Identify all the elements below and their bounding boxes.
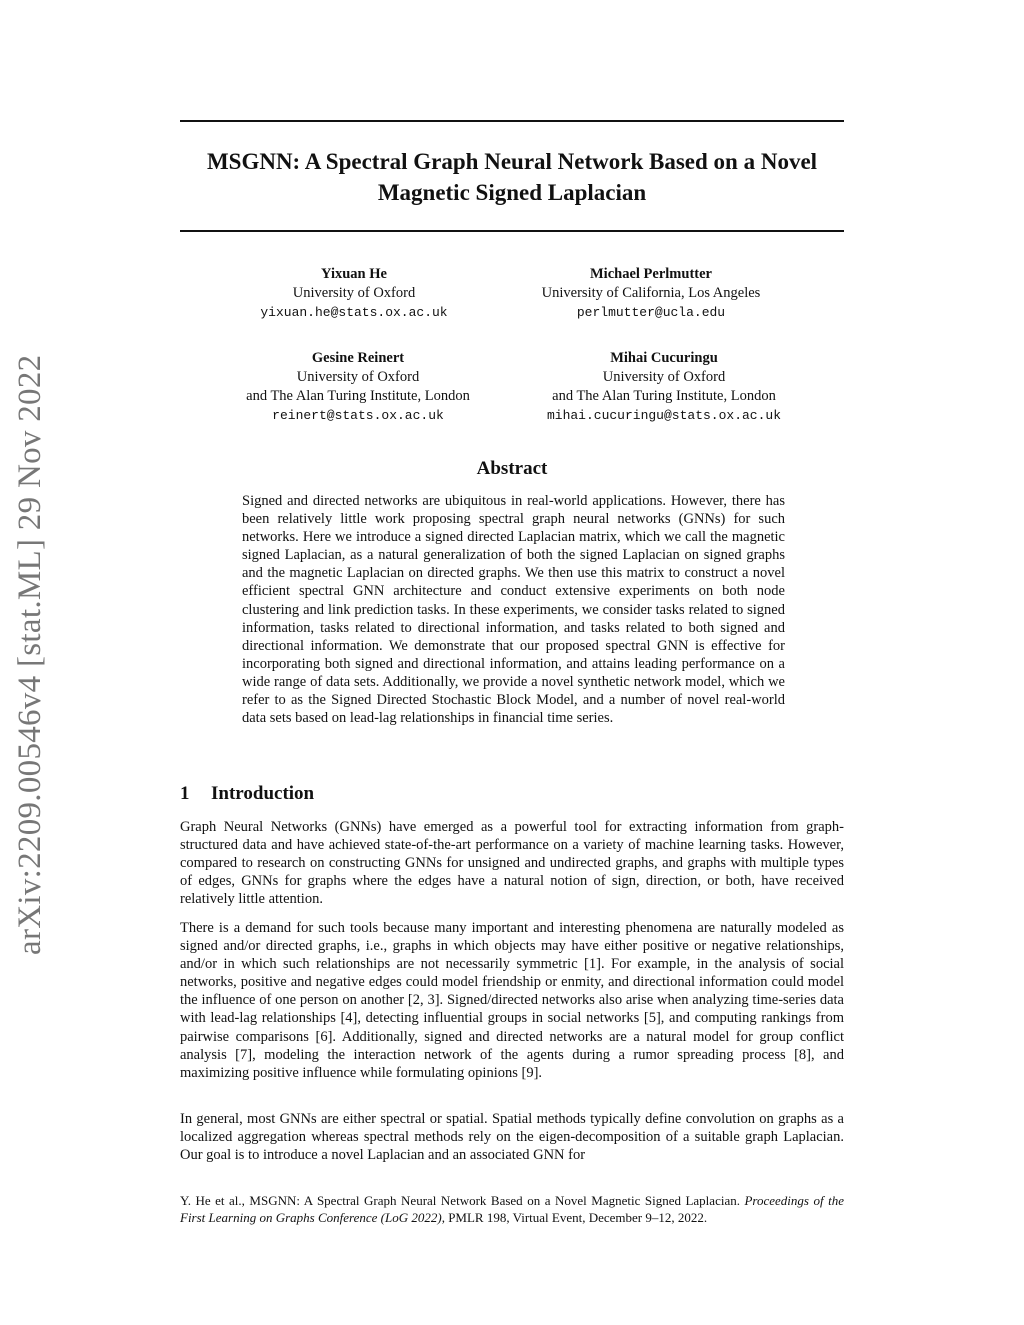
arxiv-identifier: arXiv:2209.00546v4 [stat.ML] 29 Nov 2022 (12, 354, 48, 955)
title-rule-top (180, 120, 844, 122)
section-number: 1 (180, 783, 190, 804)
author-affiliation: University of Oxford (296, 369, 420, 385)
author-affiliation-secondary: and The Alan Turing Institute, London (246, 388, 470, 404)
author-email: perlmutter@ucla.edu (576, 305, 726, 320)
author-email: mihai.cucuringu@stats.ox.ac.uk (546, 408, 782, 423)
title-line-1: MSGNN: A Spectral Graph Neural Network Based on a Novel (206, 149, 818, 174)
author-affiliation-secondary: and The Alan Turing Institute, London (552, 388, 776, 404)
footnote-lead: Y. He et al., MSGNN: A Spectral Graph Neural Network Based on a Novel Magnetic Signed Laplacian. (180, 1193, 740, 1208)
paper-title (180, 146, 844, 208)
author-name: Michael Perlmutter (590, 266, 712, 282)
citation-footnote (180, 1192, 844, 1226)
author-name: Mihai Cucuringu (610, 350, 718, 366)
section-heading-introduction (180, 783, 314, 805)
author-affiliation: University of Oxford (602, 369, 726, 385)
abstract-heading: Abstract (476, 458, 548, 479)
intro-paragraph-1: Graph Neural Networks (GNNs) have emerged as a powerful tool for extracting information from graph-structured data and have achieved state-of-the-art performance on a variety of machine learning tasks. However, compared to research on constructing GNNs for unsigned and undirected graphs, and graphs with multiple types of edges, GNNs for graphs where the edges have a natural notion of sign, direction, or both, have received relatively little attention. (180, 819, 844, 908)
author-affiliation: University of California, Los Angeles (541, 285, 761, 301)
author-block (486, 265, 816, 322)
title-rule-bottom (180, 230, 844, 232)
abstract-text: Signed and directed networks are ubiquitous in real-world applications. However, there has been relatively little work proposing spectral graph neural networks (GNNs) for such networks. Here we introduce a signed directed Laplacian matrix, which we call the magnetic signed Laplacian, as a natural generalization of both the signed Laplacian on signed graphs and the magnetic Laplacian on directed graphs. We then use this matrix to construct a novel efficient spectral GNN architecture and conduct extensive experiments on both node clustering and link prediction tasks. In these experiments, we consider tasks related to signed information, tasks related to directional information, and tasks related to both signed and directional information. We demonstrate that our proposed spectral GNN is effective for incorporating both signed and directional information, and attains leading performance on a wide range of data sets. Additionally, we provide a novel synthetic network model, which we refer to as the Signed Directed Stochastic Block Model, and a number of novel real-world data sets based on lead-lag relationships in financial time series. (242, 493, 785, 727)
author-name: Gesine Reinert (311, 350, 405, 366)
author-affiliation: University of Oxford (292, 285, 416, 301)
author-block (499, 349, 829, 425)
author-block (193, 349, 523, 425)
intro-paragraph-2: There is a demand for such tools because many important and interesting phenomena are naturally modeled as signed and/or directed graphs, i.e., graphs in which objects may have either positive or negative relationships, and/or in which such relationships are not necessarily symmetric [1]. For example, in the analysis of social networks, positive and negative edges could model friendship or enmity, and directional information could model the influence of one person on another [2, 3]. Signed/directed networks also arise when analyzing time-series data with lead-lag relationships [4], detecting influential groups in social networks [5], and computing rankings from pairwise comparisons [6]. Additionally, signed and directed networks are a natural model for group conflict analysis [7], modeling the interaction network of the agents during a rumor spreading process [8], and maximizing positive influence while formulating opinions [9]. (180, 920, 844, 1081)
title-line-2: Magnetic Signed Laplacian (377, 180, 647, 205)
author-block (189, 265, 519, 322)
author-email: yixuan.he@stats.ox.ac.uk (260, 305, 448, 320)
footnote-tail: , PMLR 198, Virtual Event, December 9–12, 2022. (441, 1210, 708, 1225)
intro-paragraph-3: In general, most GNNs are either spectral or spatial. Spatial methods typically define convolution on graphs as a localized aggregation whereas spectral methods rely on the eigen-decomposition of a suitable graph Laplacian. Our goal is to introduce a novel Laplacian and an associated GNN for (180, 1111, 844, 1164)
author-email: reinert@stats.ox.ac.uk (272, 408, 444, 423)
section-title: Introduction (211, 783, 315, 804)
author-name: Yixuan He (321, 266, 387, 282)
footnote-venue: Proceedings of the First Learning on Graphs Conference (LoG 2022) (180, 1193, 844, 1225)
